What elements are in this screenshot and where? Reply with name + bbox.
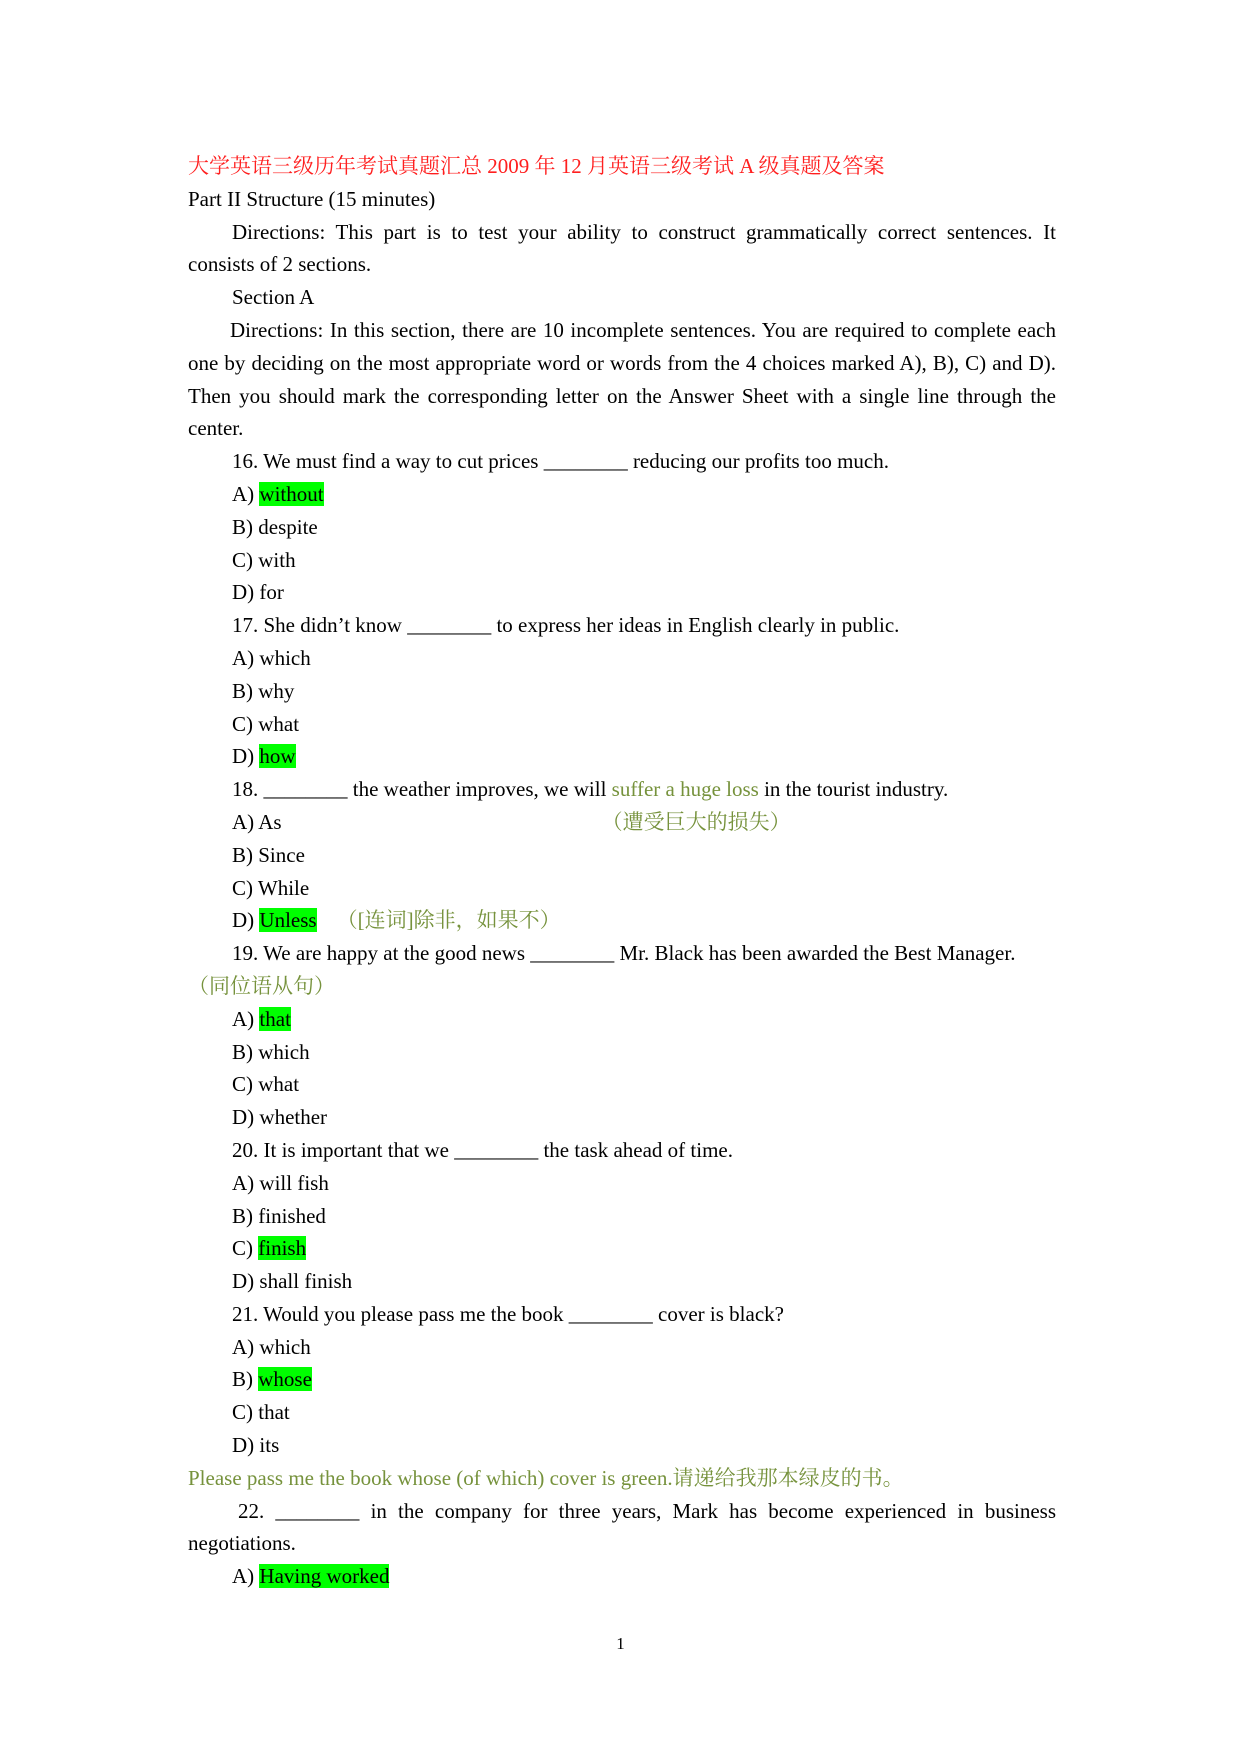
section-heading: Section A — [232, 285, 315, 310]
option-label: D) — [232, 908, 260, 933]
question-18-option-b: B) Since — [232, 842, 305, 867]
stem-text: in the tourist industry. — [758, 777, 949, 802]
option-text: A) As — [232, 809, 282, 834]
option-label: A) — [232, 481, 260, 506]
question-18-option-c: C) While — [232, 875, 310, 900]
option-label: D) — [232, 744, 260, 769]
question-17-stem: 17. She didn’t know ________ to express her ideas in English clearly in public. — [232, 613, 900, 638]
question-19-option-b: B) which — [232, 1039, 310, 1064]
question-18-option-d — [188, 904, 1056, 937]
question-16-option-d: D) for — [232, 580, 284, 605]
grammar-note: （同位语从句） — [188, 973, 335, 998]
option-label: C) — [232, 1236, 259, 1261]
page-number: 1 — [616, 1634, 625, 1653]
question-16-option-b: B) despite — [232, 514, 318, 539]
example-note: Please pass me the book whose (of which) cover is green.请递给我那本绿皮的书。 — [188, 1465, 904, 1490]
question-20-option-c — [188, 1232, 1056, 1265]
question-22-stem: 22. ________ in the company for three years, Mark has become experienced in business negotiations. — [188, 1498, 1056, 1556]
question-17-option-c: C) what — [232, 711, 300, 736]
translation-note: （[连词]除非，如果不） — [336, 908, 561, 933]
question-21-option-d: D) its — [232, 1433, 280, 1458]
answer-highlight: how — [259, 744, 296, 769]
question-22-option-a — [188, 1560, 1056, 1593]
question-17-option-a: A) which — [232, 645, 311, 670]
question-21-option-c: C) that — [232, 1400, 290, 1425]
answer-highlight: whose — [258, 1367, 312, 1392]
option-label: B) — [232, 1367, 259, 1392]
question-20-stem: 20. It is important that we ________ the task ahead of time. — [232, 1137, 733, 1162]
question-21-option-b — [188, 1363, 1056, 1396]
answer-highlight: without — [259, 481, 324, 506]
question-20-option-a: A) will fish — [232, 1170, 329, 1195]
option-label: A) — [232, 1006, 260, 1031]
question-18-option-a — [188, 806, 1056, 839]
question-16-stem: 16. We must find a way to cut prices ________ reducing our profits too much. — [232, 449, 889, 474]
answer-highlight: that — [259, 1006, 291, 1031]
answer-highlight: Having worked — [259, 1564, 390, 1589]
vocab-note: suffer a huge loss — [611, 777, 759, 802]
answer-highlight: finish — [258, 1236, 307, 1261]
directions-paragraph: Directions: This part is to test your ability to construct grammatically correct sentences. It consists of 2 sections. — [188, 219, 1056, 277]
question-16-option-a — [188, 478, 1056, 511]
question-20-option-b: B) finished — [232, 1203, 326, 1228]
translation-note: （遭受巨大的损失） — [601, 809, 791, 834]
section-directions-paragraph: Directions: In this section, there are 10 incomplete sentences. You are required to complete each one by deciding on the most appropriate word or words from the 4 choices marked A), B), C) and D). Then you should mark the corresponding letter on the Answer Sheet with a single line through the center. — [188, 317, 1056, 441]
question-20-option-d: D) shall finish — [232, 1269, 353, 1294]
question-18-stem — [188, 773, 1056, 806]
page-content — [188, 150, 1056, 1593]
part-heading: Part II Structure (15 minutes) — [188, 186, 436, 211]
question-21-option-a: A) which — [232, 1334, 311, 1359]
question-17-option-b: B) why — [232, 678, 295, 703]
question-19-option-d: D) whether — [232, 1105, 328, 1130]
question-19-option-c: C) what — [232, 1072, 300, 1097]
answer-highlight: Unless — [259, 908, 317, 933]
question-19-option-a — [188, 1003, 1056, 1036]
document-title: 大学英语三级历年考试真题汇总 2009 年 12 月英语三级考试 A 级真题及答案 — [188, 154, 885, 178]
question-17-option-d — [188, 740, 1056, 773]
question-19-stem: 19. We are happy at the good news ________ Mr. Black has been awarded the Best Manager. — [232, 941, 1016, 966]
option-label: A) — [232, 1564, 260, 1589]
question-16-option-c: C) with — [232, 547, 296, 572]
stem-text: 18. ________ the weather improves, we will — [232, 777, 612, 802]
question-21-stem: 21. Would you please pass me the book ________ cover is black? — [232, 1301, 784, 1326]
